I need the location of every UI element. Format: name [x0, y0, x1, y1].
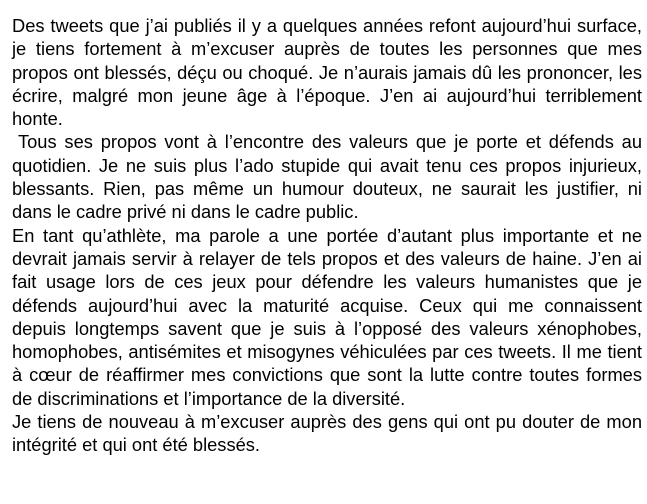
paragraph-values: Tous ses propos vont à l’encontre des valeurs que je porte et défends au quotidien. Je ne suis plus l’ado stupide qui avait tenu ces propos injurieux, blessants. Rien, pas même un humour douteux, ne saurait les justifier, ni dans le cadre privé ni dans le cadre public. — [12, 131, 642, 223]
paragraph-athlete-responsibility: En tant qu’athlète, ma parole a une portée d’autant plus importante et ne devrait jamais servir à relayer de tels propos et des valeurs de haine. J’en ai fait usage lors de ces jeux pour défendre les valeurs humanistes que je défends aujourd’hui avec la maturité acquise. Ceux qui me connaissent depuis longtemps savent que je suis à l’opposé des valeurs xénophobes, homophobes, antisémites et misogynes véhiculées par ces tweets. Il me tient à cœur de réaffirmer mes convictions que sont la lutte contre toutes formes de discriminations et l’importance de la diversité. — [12, 224, 642, 409]
paragraph-closing-apology: Je tiens de nouveau à m’excuser auprès des gens qui ont pu douter de mon intégrité et qui ont été blessés. — [12, 411, 642, 456]
paragraph-apology-intro: Des tweets que j’ai publiés il y a quelques années refont aujourd’hui surface, je tiens fortement à m’excuser auprès de toutes les personnes que mes propos ont blessés, déçu ou choqué. Je n’aurais jamais dû les prononcer, les écrire, malgré mon jeune âge à l’époque. J’en ai aujourd’hui terriblement honte. — [12, 15, 642, 130]
statement-document — [12, 14, 642, 457]
